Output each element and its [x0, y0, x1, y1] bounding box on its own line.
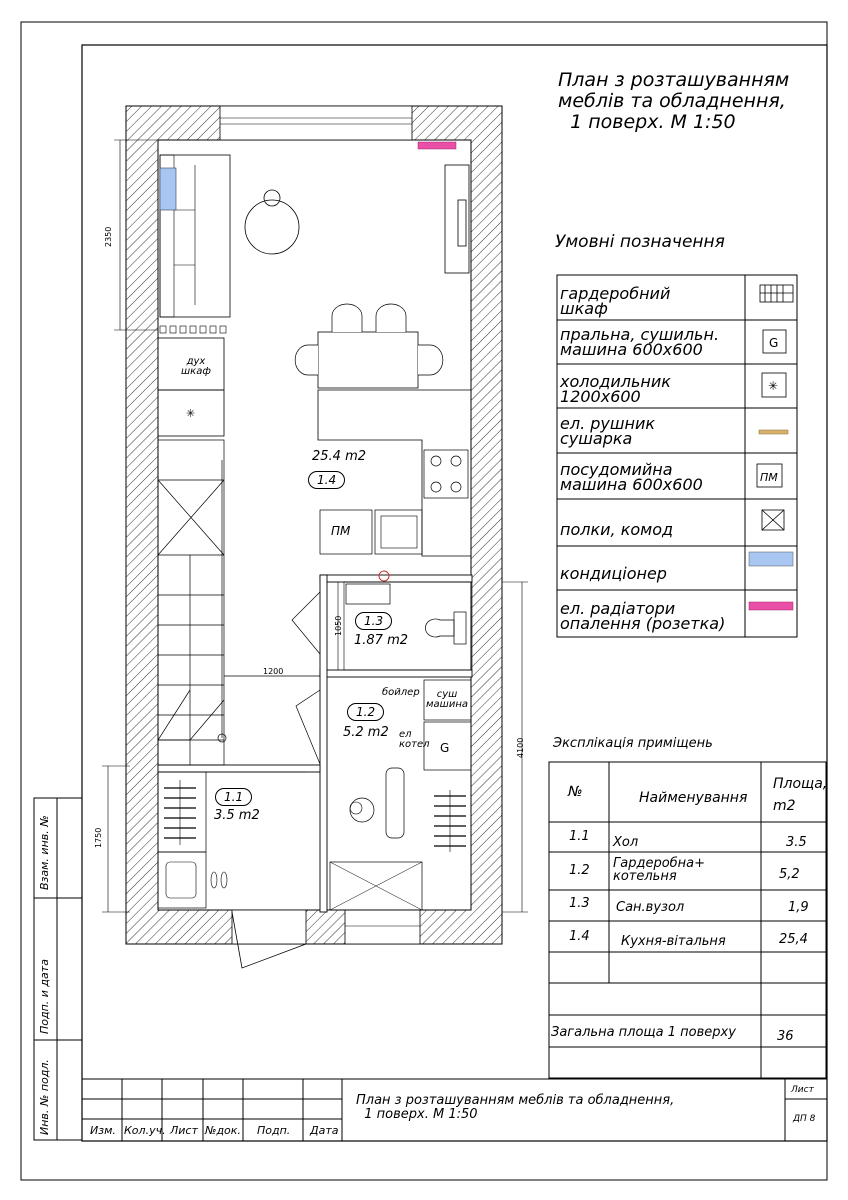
- wc-door-swing: [292, 592, 320, 654]
- legend-label-washer: пральна, сушильн. машина 600х600: [560, 325, 720, 359]
- room-1-2-area: 5.2 m2: [343, 725, 389, 740]
- wardrobe-hangers-left: [164, 780, 196, 845]
- legend-label-fridge: холодильник 1200х600: [560, 372, 671, 406]
- top-window: [220, 106, 412, 140]
- toilet: [425, 619, 454, 637]
- svg-text:G: G: [440, 741, 450, 755]
- stamp-col-sign: Подп.: [257, 1124, 291, 1137]
- wc-washbasin: [346, 584, 390, 604]
- dishwasher-icon: [757, 464, 782, 487]
- stamp-sheet-label: Лист: [791, 1085, 814, 1095]
- svg-text:G: G: [769, 336, 779, 350]
- row-1-name: Хол: [613, 835, 639, 850]
- bottom-window: [345, 910, 420, 944]
- stamp-col-date: Дата: [310, 1124, 339, 1137]
- dining-table: [318, 332, 418, 388]
- side-stamp-sign-date: Подп. и дата: [38, 959, 51, 1034]
- header-num: №: [568, 784, 583, 800]
- fridge-icon: [762, 373, 786, 397]
- side-stamp-replace: Взам. инв. №: [38, 815, 51, 890]
- washer-icon: [763, 330, 786, 353]
- legend-label-wardrobe: гардеробний шкаф: [560, 284, 671, 318]
- drawing-title: План з розташуванням меблів та обладнення, 1 поверх. М 1:50: [558, 69, 790, 133]
- wardrobe-icon: [760, 285, 793, 302]
- legend-label-shelves: полки, комод: [560, 520, 674, 539]
- entrance-opening: [232, 910, 306, 944]
- legend-label-towel-dryer: ел. рушник сушарка: [560, 414, 656, 448]
- wardrobe-hangers-right: [434, 790, 466, 852]
- room-1-3-area: 1.87 m2: [354, 633, 409, 648]
- hall-shoe-cabinet: [158, 852, 206, 908]
- explication-title: Эксплікація приміщень: [553, 736, 713, 751]
- legend-label-air-conditioner: кондиціонер: [560, 564, 667, 583]
- radiator-icon: [749, 602, 793, 610]
- room-1-1-tag: 1.1: [215, 788, 252, 806]
- legend-label-radiator: ел. радіатори опалення (розетка): [560, 599, 726, 633]
- hob-burners: [431, 456, 461, 492]
- oven-cabinet-label: дух шкаф: [181, 356, 211, 377]
- dishwasher-label: ПМ: [331, 524, 351, 538]
- shelves-icon: [762, 510, 784, 530]
- row-2-area: 5,2: [779, 867, 800, 882]
- el-boiler-label: ел котел: [399, 729, 430, 750]
- legend-title: Умовні позначення: [555, 232, 725, 252]
- stamp-col-izm: Изм.: [90, 1124, 116, 1137]
- sink: [375, 510, 422, 554]
- dimension-2350: 2350: [104, 226, 113, 247]
- stamp-col-doc: №док.: [205, 1124, 241, 1137]
- room-1-1-area: 3.5 m2: [214, 808, 260, 823]
- row-4-num: 1.4: [569, 929, 590, 944]
- side-stamp-inv: Инв. № подл.: [38, 1059, 51, 1135]
- row-2-num: 1.2: [569, 863, 590, 878]
- row-2-name: Гардеробна+ котельня: [613, 856, 706, 884]
- dimension-4100: 4100: [516, 737, 525, 758]
- dimension-1200: 1200: [263, 667, 284, 676]
- header-name: Найменування: [639, 790, 748, 806]
- air-conditioner: [160, 168, 176, 210]
- row-1-num: 1.1: [569, 829, 590, 844]
- header-area: Площа, m2: [773, 776, 828, 814]
- air-conditioner-icon: [749, 552, 793, 566]
- boiler-label: бойлер: [382, 687, 420, 698]
- total-value: 36: [777, 1029, 794, 1044]
- row-4-area: 25,4: [779, 932, 808, 947]
- dryer-label: суш машина: [426, 689, 468, 710]
- room-1-2-tag: 1.2: [347, 703, 384, 721]
- row-3-area: 1,9: [788, 900, 809, 915]
- partition-posts: [160, 326, 226, 333]
- room-1-3-tag: 1.3: [355, 612, 392, 630]
- svg-text:✳: ✳: [186, 407, 196, 420]
- dimension-1750: 1750: [94, 827, 103, 848]
- room-1-4-tag: 1.4: [308, 471, 345, 489]
- floor-plan: [102, 106, 528, 968]
- tv-cabinet: [445, 165, 469, 273]
- ironing-board: [386, 768, 404, 838]
- boiler-room-door-swing: [296, 690, 320, 764]
- row-3-num: 1.3: [569, 896, 590, 911]
- shoes-icon: [211, 872, 227, 888]
- stamp-col-list: Лист: [170, 1124, 198, 1137]
- stamp-title: План з розташуванням меблів та обладнення, 1 поверх. М 1:50: [356, 1093, 675, 1122]
- row-4-name: Кухня-вітальня: [621, 934, 726, 949]
- radiator: [418, 142, 456, 149]
- svg-text:ПМ: ПМ: [760, 471, 778, 484]
- row-1-area: 3.5: [786, 835, 807, 850]
- dimension-1050: 1050: [334, 615, 343, 636]
- staircase: [158, 440, 320, 765]
- row-3-name: Сан.вузол: [616, 900, 685, 915]
- svg-text:✳: ✳: [768, 379, 779, 393]
- towel-dryer-icon: [759, 430, 788, 434]
- room-1-4-area: 25.4 m2: [312, 449, 367, 464]
- total-label: Загальна площа 1 поверху: [551, 1025, 736, 1040]
- round-table: [245, 200, 299, 254]
- hob: [424, 450, 468, 498]
- stamp-col-kol: Кол.уч.: [124, 1124, 166, 1137]
- legend-label-dishwasher: посудомийна машина 600х600: [560, 460, 703, 494]
- stamp-sheet-value: ДП 8: [793, 1114, 816, 1124]
